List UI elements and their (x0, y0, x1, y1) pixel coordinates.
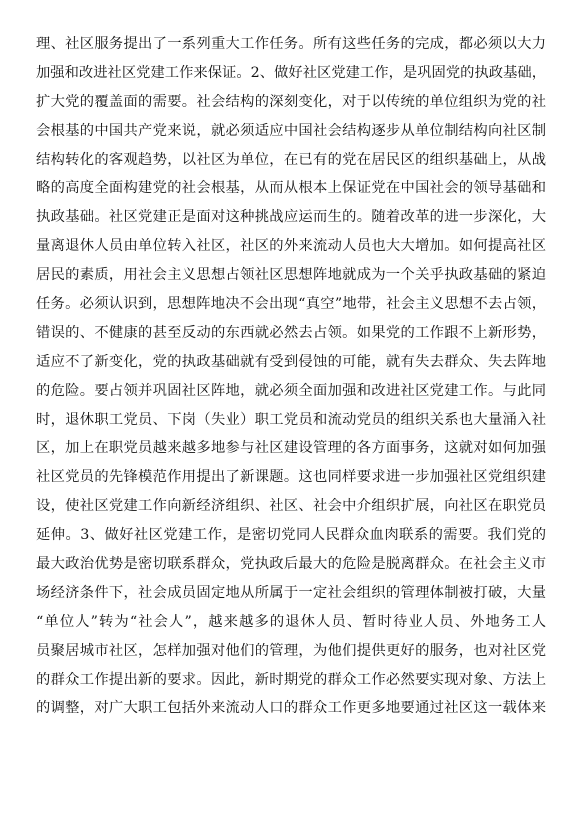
text-line: 会根基的中国共产党来说，就必须适应中国社会结构逐步从单位制结构向社区制 (36, 122, 546, 139)
text-line: 任务。必须认识到，思想阵地决不会出现“真空”地带，社会主义思想不去占领， (36, 296, 546, 313)
text-line: 场经济条件下，社会成员固定地从所属于一定社会组织的管理体制被打破，大量 (36, 584, 546, 601)
text-line: 最大政治优势是密切联系群众，党执政后最大的危险是脱离群众。在社会主义市 (36, 556, 546, 573)
text-line: 社区党员的先锋模范作用提出了新课题。这也同样要求进一步加强社区党组织建 (36, 469, 546, 486)
text-line: 员聚居城市社区，怎样加强对他们的管理，为他们提供更好的服务，也对社区党 (36, 642, 546, 659)
text-line: 略的高度全面构建党的社会根基，从而从根本上保证党在中国社会的领导基础和 (36, 180, 546, 197)
text-line: 的危险。要占领并巩固社区阵地，就必须全面加强和改进社区党建工作。与此同 (36, 382, 546, 399)
text-line: 理、社区服务提出了一系列重大工作任务。所有这些任务的完成，都必须以大力 (36, 36, 546, 52)
text-line: 量离退休人员由单位转入社区，社区的外来流动人员也大大增加。如何提高社区 (36, 238, 546, 255)
text-line: 时，退休职工党员、下岗（失业）职工党员和流动党员的组织关系也大量涌入社 (36, 411, 546, 428)
text-line: 适应不了新变化，党的执政基础就有受到侵蚀的可能，就有失去群众、失去阵地 (36, 353, 546, 370)
text-line: 的调整，对广大职工包括外来流动人口的群众工作更多地要通过社区这一载体来 (36, 700, 546, 717)
text-line: 结构转化的客观趋势，以社区为单位，在已有的党在居民区的组织基础上，从战 (36, 151, 546, 168)
text-line: 加强和改进社区党建工作来保证。2、做好社区党建工作，是巩固党的执政基础， (36, 64, 546, 81)
text-line: 延伸。3、做好社区党建工作，是密切党同人民群众血肉联系的需要。我们党的 (36, 527, 546, 544)
text-line: 错误的、不健康的甚至反动的东西就必然去占领。如果党的工作跟不上新形势， (36, 324, 546, 341)
text-line: 居民的素质，用社会主义思想占领社区思想阵地就成为一个关乎执政基础的紧迫 (36, 267, 546, 284)
text-line: 的群众工作提出新的要求。因此，新时期党的群众工作必然要实现对象、方法上 (36, 671, 546, 688)
text-line: 设，使社区党建工作向新经济组织、社区、社会中介组织扩展，向社区在职党员 (36, 498, 546, 515)
text-line: 扩大党的覆盖面的需要。社会结构的深刻变化，对于以传统的单位组织为党的社 (36, 93, 546, 110)
text-line: “单位人”转为“社会人”，越来越多的退休人员、暂时待业人员、外地务工人 (36, 613, 546, 630)
text-line: 执政基础。社区党建正是面对这种挑战应运而生的。随着改革的进一步深化，大 (36, 209, 546, 226)
document-page (36, 30, 546, 723)
text-line: 区，加上在职党员越来越多地参与社区建设管理的各方面事务，这就对如何加强 (36, 440, 546, 457)
